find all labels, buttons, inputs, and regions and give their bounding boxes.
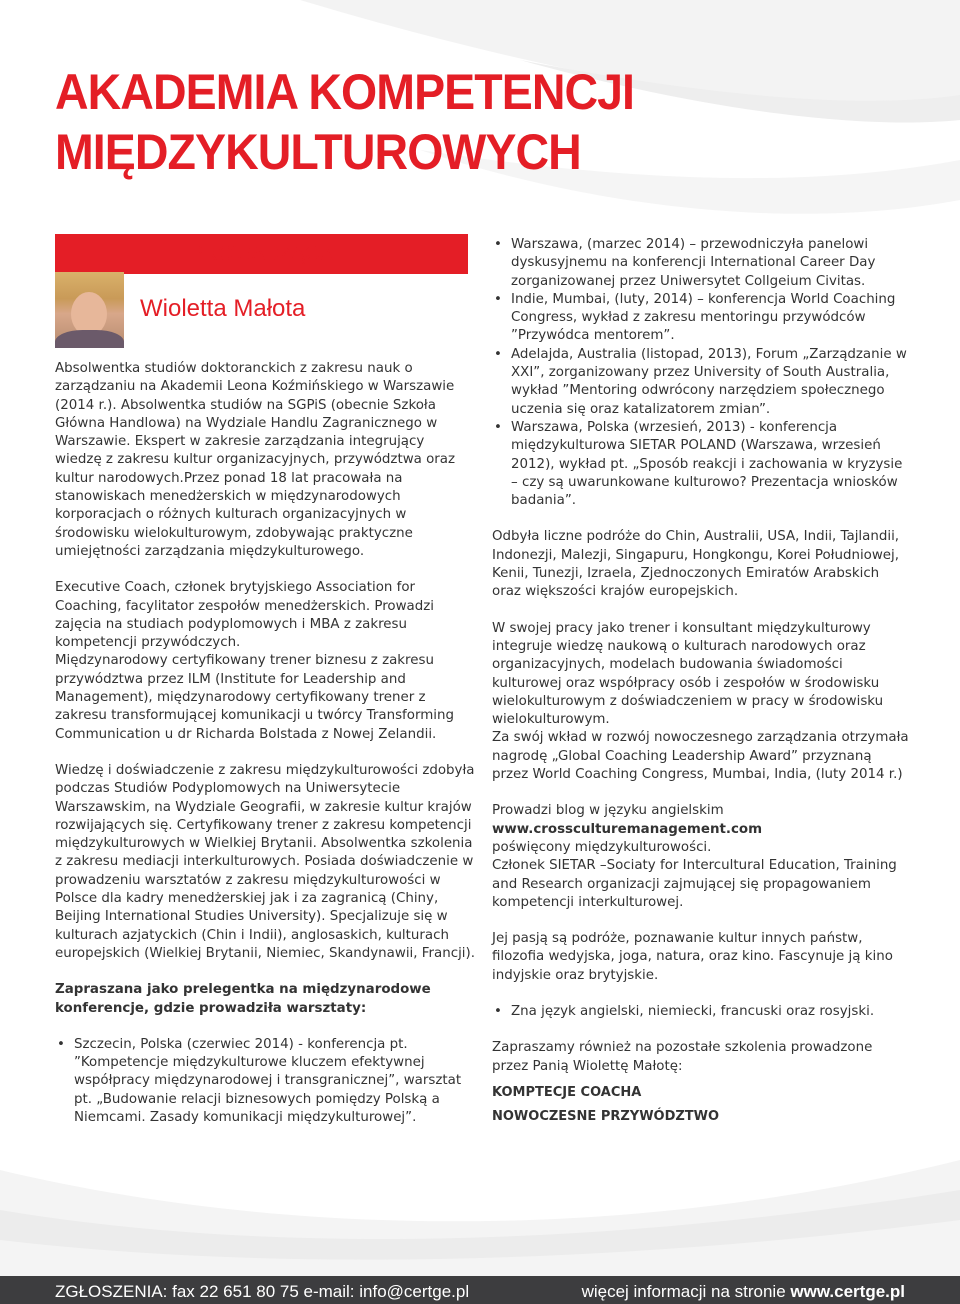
title-line-2: MIĘDZYKULTUROWYCH — [55, 124, 581, 180]
award-paragraph: Za swój wkład w rozwój nowoczesnego zarządzania otrzymała nagrodę „Global Coaching Leadership Award” przyznaną przez World Coaching Congress, Mumbai, India, (luty 2014 r.) — [492, 730, 909, 783]
list-item-text: Indie, Mumbai, (luty, 2014) – konferencja World Coaching Congress, wykład z zakresu mentoringu przywódców ”Przywódca mentorem”. — [511, 291, 896, 344]
knowledge-paragraph: Wiedzę i doświadczenie z zakresu międzykulturowości zdobyła podczas Studiów Podyplomowych na Uniwersytecie Warszawskim, na Wydziale Geografii, w zakresie kultur krajów rozwijających się. Certyfikowany trener z zakresu kompetencji międzykulturowych w Wielkiej Brytanii. Absolwentka szkolenia z zakresu mediacji interkulturowych. Posiada doświadczenie w prowadzeniu warsztatów z zakresu międzykulturowości w Polsce dla kadry menedżerskiej jak i za zagranicą (Chiny, Beijing International Studies University). Specjalizuje się w kulturach azjatyckich (Chin i Indii), anglosaskich, kulturach europejskich (Wielkiej Brytanii, Niemiec, Skandynawii, Francji). — [55, 762, 475, 961]
list-item-text: Warszawa, (marzec 2014) – przewodniczyła panelowi dyskusyjnemu na konferencji International Career Day zorganizowanej przez Uniwersytet Collgeium Civitas. — [511, 237, 876, 289]
role-label: PROWADZĄCA — [190, 243, 333, 265]
spacer — [55, 561, 475, 579]
bullet-icon: • — [494, 291, 502, 307]
spacer — [55, 744, 475, 762]
training-link[interactable]: NOWOCZESNE PRZYWÓDZTWO — [492, 1109, 720, 1125]
list-item — [492, 1003, 912, 1021]
training-link[interactable]: KOMPTECJE COACHA — [492, 1084, 642, 1100]
profile-photo — [55, 272, 124, 348]
list-item — [55, 1036, 475, 1127]
page-title — [55, 62, 634, 182]
spacer — [55, 1018, 475, 1036]
footer-bar — [0, 1276, 960, 1304]
blog-link[interactable]: www.crossculturemanagement.com — [492, 821, 763, 837]
bullet-icon: • — [57, 1036, 65, 1052]
work-paragraph: W swojej pracy jako trener i konsultant międzykulturowy integruje wiedzę naukową o kulturach narodowych oraz organizacyjnych, modelach budowania świadomości kulturowej oraz współpracy osób i zespołów w środowisku wielokulturowym z doświadczeniem w pracy w środowisku wielokulturowym. — [492, 620, 884, 728]
travels-paragraph: Odbyła liczne podróże do Chin, Australii, USA, Indii, Tajlandii, Indonezji, Malezji, Singapuru, Hongkongu, Korei Południowej, Kenii, Tunezji, Izraela, Zjednoczonych Emiratów Arabskich oraz większości krajów europejskich. — [492, 529, 900, 600]
passions-paragraph: Jej pasją są podróże, poznawanie kultur innych państw, filozofia wedyjska, joga, natura, oraz kino. Fascynuje ją kino indyjskie oraz brytyjskie. — [492, 931, 893, 983]
spacer — [492, 1021, 912, 1039]
list-item-text: Adelajda, Australia (listopad, 2013), Forum „Zarządzanie w XXI”, zorganizowany przez University of South Australia, wykład ”Mentoring odwrócony narzędziem społecznego uczenia się oraz katalizatorem zmian”. — [511, 346, 907, 417]
list-item-text: Szczecin, Polska (czerwiec 2014) - konferencja pt. ”Kompetencje międzykulturowe kluczem efektywnej współpracy międzynarodowej i transgranicznej”, warsztat pt. „Budowanie relacji biznesowych pomiędzy Polską a Niemcami. Zasady komunikacji międzykulturowej”. — [74, 1036, 462, 1125]
spacer — [55, 963, 475, 981]
list-item — [492, 236, 912, 291]
title-line-1: AKADEMIA KOMPETENCJI — [55, 64, 635, 120]
spacer — [492, 602, 912, 620]
conference-list-right — [492, 236, 912, 510]
bullet-icon: • — [494, 346, 502, 362]
languages-list — [492, 1003, 912, 1021]
left-column — [55, 360, 475, 1127]
blog-intro: Prowadzi blog w języku angielskim — [492, 803, 724, 819]
spacer — [492, 1076, 912, 1084]
bullet-icon: • — [494, 1003, 502, 1019]
spacer — [492, 985, 912, 1003]
footer-more-info — [582, 1282, 905, 1302]
bullet-icon: • — [494, 419, 502, 435]
trainer-paragraph: Międzynarodowy certyfikowany trener biznesu z zakresu przywództwa przez ILM (Institute for Leadership and Management), międzynarodowy certyfikowany trener z zakresu transformującej komunikacji u twórcy Transforming Communication u dr Richarda Bolstada z Nowej Zelandii. — [55, 653, 454, 742]
blog-description: poświęcony międzykulturowości. — [492, 839, 712, 855]
spacer — [492, 784, 912, 802]
spacer — [492, 510, 912, 528]
footer-contact: ZGŁOSZENIA: fax 22 651 80 75 e-mail: info@certge.pl — [55, 1282, 470, 1301]
invite-paragraph: Zapraszamy również na pozostałe szkolenia prowadzone przez Panią Wiolettę Małotę: — [492, 1040, 873, 1074]
right-column — [492, 236, 912, 1126]
member-paragraph: Członek SIETAR –Sociaty for Intercultural Education, Training and Research organizacji zajmującej się propagowaniem kompetencji interkulturowej. — [492, 858, 897, 910]
list-item — [492, 346, 912, 419]
bio-paragraph: Absolwentka studiów doktoranckich z zakresu nauk o zarządzaniu na Akademii Leona Koźmińskiego w Warszawie (2014 r.). Absolwentka studiów na SGPiS (obecnie Szkoła Główna Handlowa) na Wydziale Handlu Zagranicznego w Warszawie. Ekspert w zakresie zarządzania integrujący wiedzę z zakresu kultur organizacyjnych, przywództwa oraz kultur narodowych.Przez ponad 18 lat pracowała na stanowiskach menedżerskich w międzynarodowych korporacjach o różnych kulturach organizacyjnych w środowisku wielokulturowym, zdobywając praktyczne umiejętności zarządzania międzykulturowego. — [55, 361, 456, 559]
speaker-heading: Zapraszana jako prelegentka na międzynarodowe konferencje, gdzie prowadziła warsztaty: — [55, 982, 431, 1016]
list-item — [492, 291, 912, 346]
coach-paragraph: Executive Coach, członek brytyjskiego Association for Coaching, facylitator zespołów menedżerskich. Prowadzi zajęcia na studiach podyplomowych i MBA z zakresu kompetencji przywódczych. — [55, 580, 435, 651]
list-item-text: Warszawa, Polska (wrzesień, 2013) - konferencja międzykulturowa SIETAR POLAND (Warszawa, wrzesień 2012), wykład pt. „Sposób reakcji i zachowania w kryzysie – czy są uwarunkowane kulturowo? Prezentacja wniosków badania”. — [511, 419, 903, 509]
trainer-name: Wioletta Małota — [140, 295, 306, 322]
footer-site-link[interactable]: www.certge.pl — [790, 1282, 905, 1301]
list-item — [492, 419, 912, 510]
footer-more-prefix: więcej informacji na stronie — [581, 1282, 791, 1301]
bullet-icon: • — [494, 237, 502, 252]
conference-list-left — [55, 1036, 475, 1127]
list-item-text: Zna język angielski, niemiecki, francuski oraz rosyjski. — [511, 1003, 875, 1019]
spacer — [492, 912, 912, 930]
photo-shoulders — [55, 330, 124, 348]
